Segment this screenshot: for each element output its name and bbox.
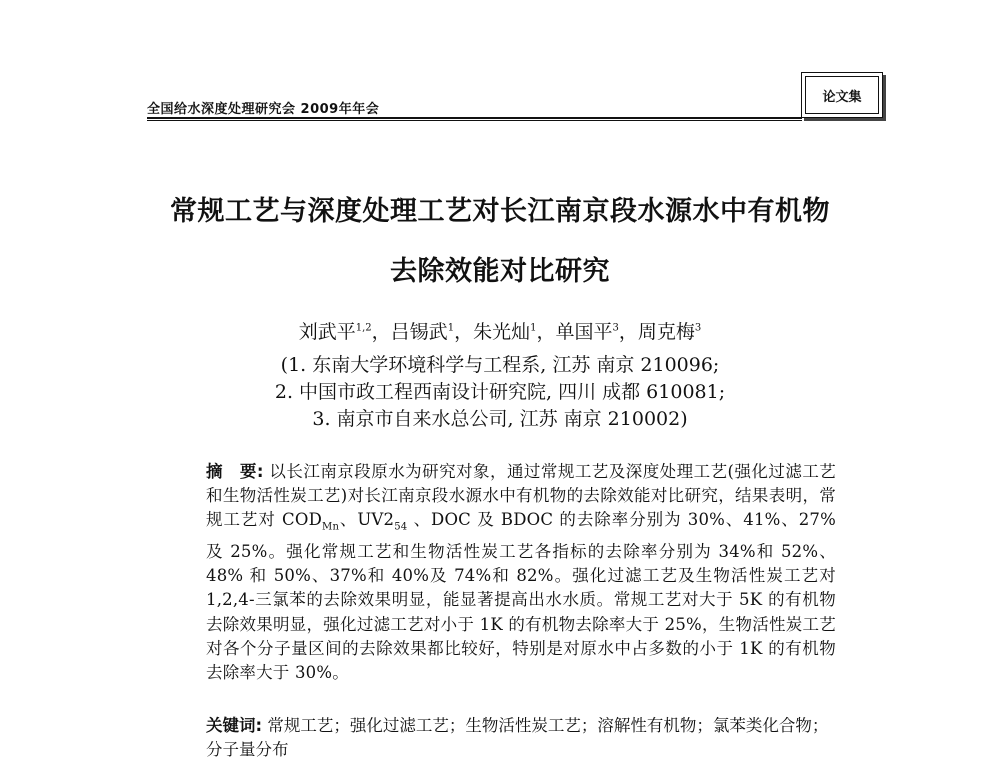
author-name: 刘武平 — [298, 321, 356, 343]
header-rule — [147, 117, 802, 119]
abstract-text: 以长江南京段原水为研究对象，通过常规工艺及深度处理工艺(强化过滤工艺和生物活性炭工艺)对长江南京段水源水中有机物的去除效能对比研究，结果表明，常规工艺对 COD — [206, 462, 836, 530]
abstract-text: 、UV2 — [339, 510, 395, 530]
author-affiliation-mark: 3 — [612, 322, 619, 334]
affiliation-3: 3. 南京市自来水总公司, 江苏 南京 210002) — [312, 408, 688, 430]
author-affiliation-mark: 1 — [530, 322, 537, 334]
author-name: ，朱光灿 — [454, 321, 531, 343]
paper-title-line-1: 常规工艺与深度处理工艺对长江南京段水源水中有机物 — [170, 196, 830, 227]
author-affiliation-mark: 1,2 — [355, 322, 372, 334]
author-affiliation-mark: 1 — [447, 322, 455, 334]
author-affiliation-mark: 3 — [694, 322, 702, 334]
proceedings-badge: 论文集 — [801, 72, 883, 118]
paper-title-line-2: 去除效能对比研究 — [390, 256, 610, 287]
abstract — [206, 460, 836, 685]
abstract-label: 摘 要: — [206, 462, 264, 481]
abstract-subscript: 54 — [394, 521, 408, 533]
author-name: ，吕锡武 — [371, 321, 448, 343]
header-rule-thin — [147, 120, 802, 121]
author-list — [150, 323, 850, 342]
affiliation-1: (1. 东南大学环境科学与工程系, 江苏 南京 210096; — [280, 354, 720, 376]
conference-header: 全国给水深度处理研究会 2009年年会 — [147, 102, 380, 117]
keywords-text: 常规工艺；强化过滤工艺；生物活性炭工艺；溶解性有机物；氯苯类化合物；分子量分布 — [206, 716, 829, 760]
author-name: ，周克梅 — [618, 321, 695, 343]
abstract-text: 、DOC 及 BDOC 的去除率分别为 30%、41%、27% 及 25%。强化常规工艺和生物活性炭工艺各指标的去除率分别为 34%和 52%、48% 和 50%、37%和 40%及 74%和 82%。强化过滤工艺及生物活性炭工艺对 1,2,4-三氯苯的去除效果明显，能显著提高出水水质。常规工艺对大于 5K 的有机物去除效果明显，强化过滤工艺对小于 1K 的有机物去除率大于 25%，生物活性炭工艺对各个分子量区间的去除效果都比较好，特别是对原水中占多数的小于 1K 的有机物去除率大于 30%。 — [206, 510, 836, 682]
abstract-subscript: Mn — [322, 521, 340, 533]
author-name: ，单国平 — [536, 321, 613, 343]
affiliation-2: 2. 中国市政工程西南设计研究院, 四川 成都 610081; — [274, 381, 726, 403]
keywords-label: 关键词: — [206, 716, 263, 735]
keywords — [206, 714, 836, 762]
